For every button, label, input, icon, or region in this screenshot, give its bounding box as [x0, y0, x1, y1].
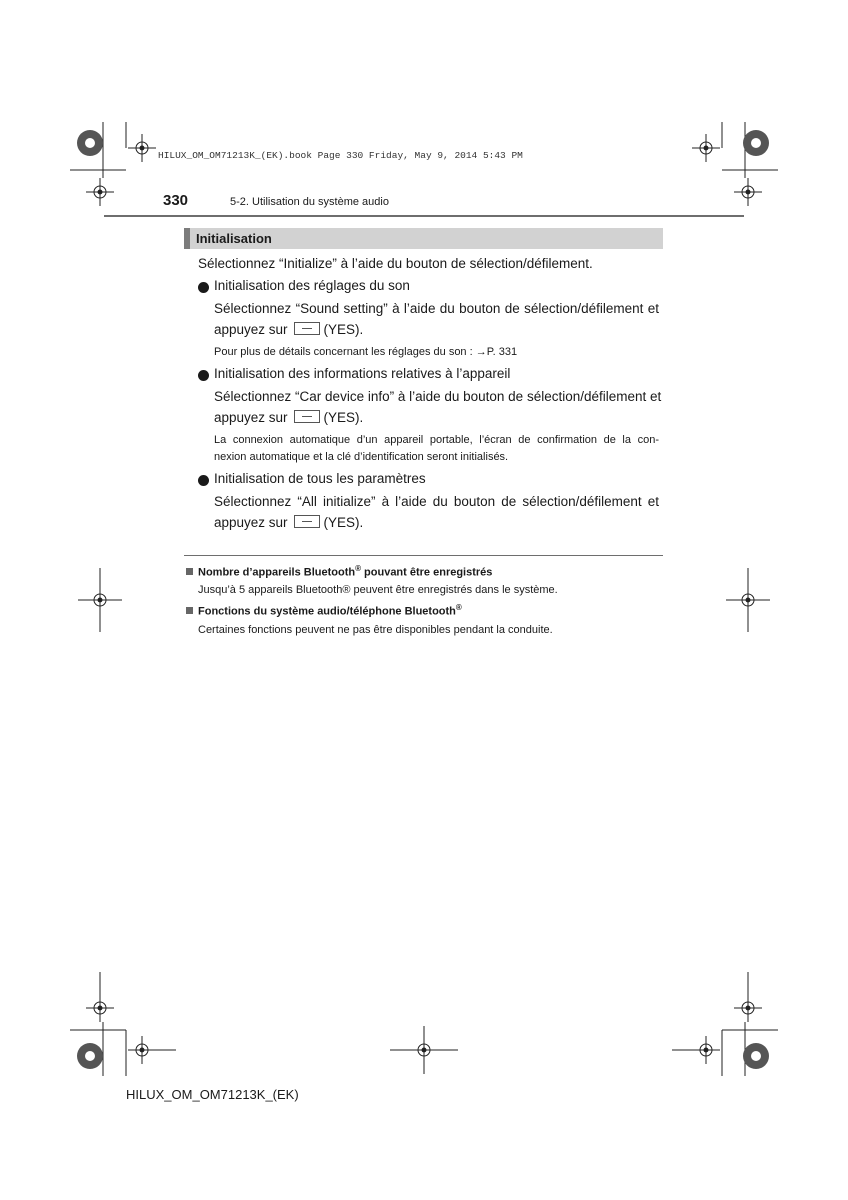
- header-rule: [104, 215, 744, 217]
- square-bullet-icon: [186, 568, 193, 575]
- footer-code: HILUX_OM_OM71213K_(EK): [126, 1087, 299, 1102]
- section-intro: Sélectionnez “Initialize” à l’aide du bouton de sélection/défilement.: [198, 256, 593, 271]
- press-label: appuyez sur: [214, 322, 288, 337]
- minus-button-icon: [294, 410, 320, 423]
- note-body: Jusqu’à 5 appareils Bluetooth® peuvent être enregistrés dans le système.: [198, 584, 558, 596]
- item-heading: Initialisation de tous les paramètres: [214, 471, 426, 486]
- section-heading: [184, 228, 663, 249]
- page-number: 330: [163, 192, 189, 209]
- bullet-icon: [198, 370, 209, 381]
- yes-label: (YES).: [323, 322, 364, 337]
- item-note: La connexion automatique d’un appareil portable, l’écran de confirmation de la con-: [214, 434, 659, 446]
- item-heading: Initialisation des informations relatives à l’appareil: [214, 366, 511, 381]
- bullet-icon: [198, 282, 209, 293]
- press-label: appuyez sur: [214, 515, 288, 530]
- item-instruction: Sélectionnez “Car device info” à l’aide du bouton de sélection/défilement et: [214, 389, 662, 404]
- item-instruction: Sélectionnez “Sound setting” à l’aide du bouton de sélection/défilement et: [214, 301, 659, 316]
- item-instruction-line2: [214, 515, 363, 530]
- item-note: nexion automatique et la clé d’identification seront initialisés.: [214, 451, 509, 463]
- minus-button-icon: [294, 322, 320, 335]
- note-body: Certaines fonctions peuvent ne pas être disponibles pendant la conduite.: [198, 624, 553, 636]
- bullet-icon: [198, 475, 209, 486]
- minus-button-icon: [294, 515, 320, 528]
- item-instruction-line2: [214, 410, 363, 425]
- item-heading: Initialisation des réglages du son: [214, 278, 410, 293]
- item-note: Pour plus de détails concernant les réglages du son : →P. 331: [214, 346, 518, 358]
- notes-rule: [184, 555, 663, 556]
- press-label: appuyez sur: [214, 410, 288, 425]
- section-title: Initialisation: [196, 231, 272, 246]
- note-title: Nombre d’appareils Bluetooth® pouvant être enregistrés: [186, 564, 492, 579]
- yes-label: (YES).: [323, 515, 364, 530]
- item-instruction: Sélectionnez “All initialize” à l’aide du bouton de sélection/défilement et: [214, 494, 659, 509]
- print-info: HILUX_OM_OM71213K_(EK).book Page 330 Friday, May 9, 2014 5:43 PM: [158, 150, 523, 161]
- yes-label: (YES).: [323, 410, 364, 425]
- section-heading-bar: [184, 228, 190, 249]
- item-instruction-line2: [214, 322, 363, 337]
- square-bullet-icon: [186, 607, 193, 614]
- note-title: Fonctions du système audio/téléphone Bluetooth®: [186, 603, 462, 618]
- chapter-title: 5-2. Utilisation du système audio: [230, 196, 389, 208]
